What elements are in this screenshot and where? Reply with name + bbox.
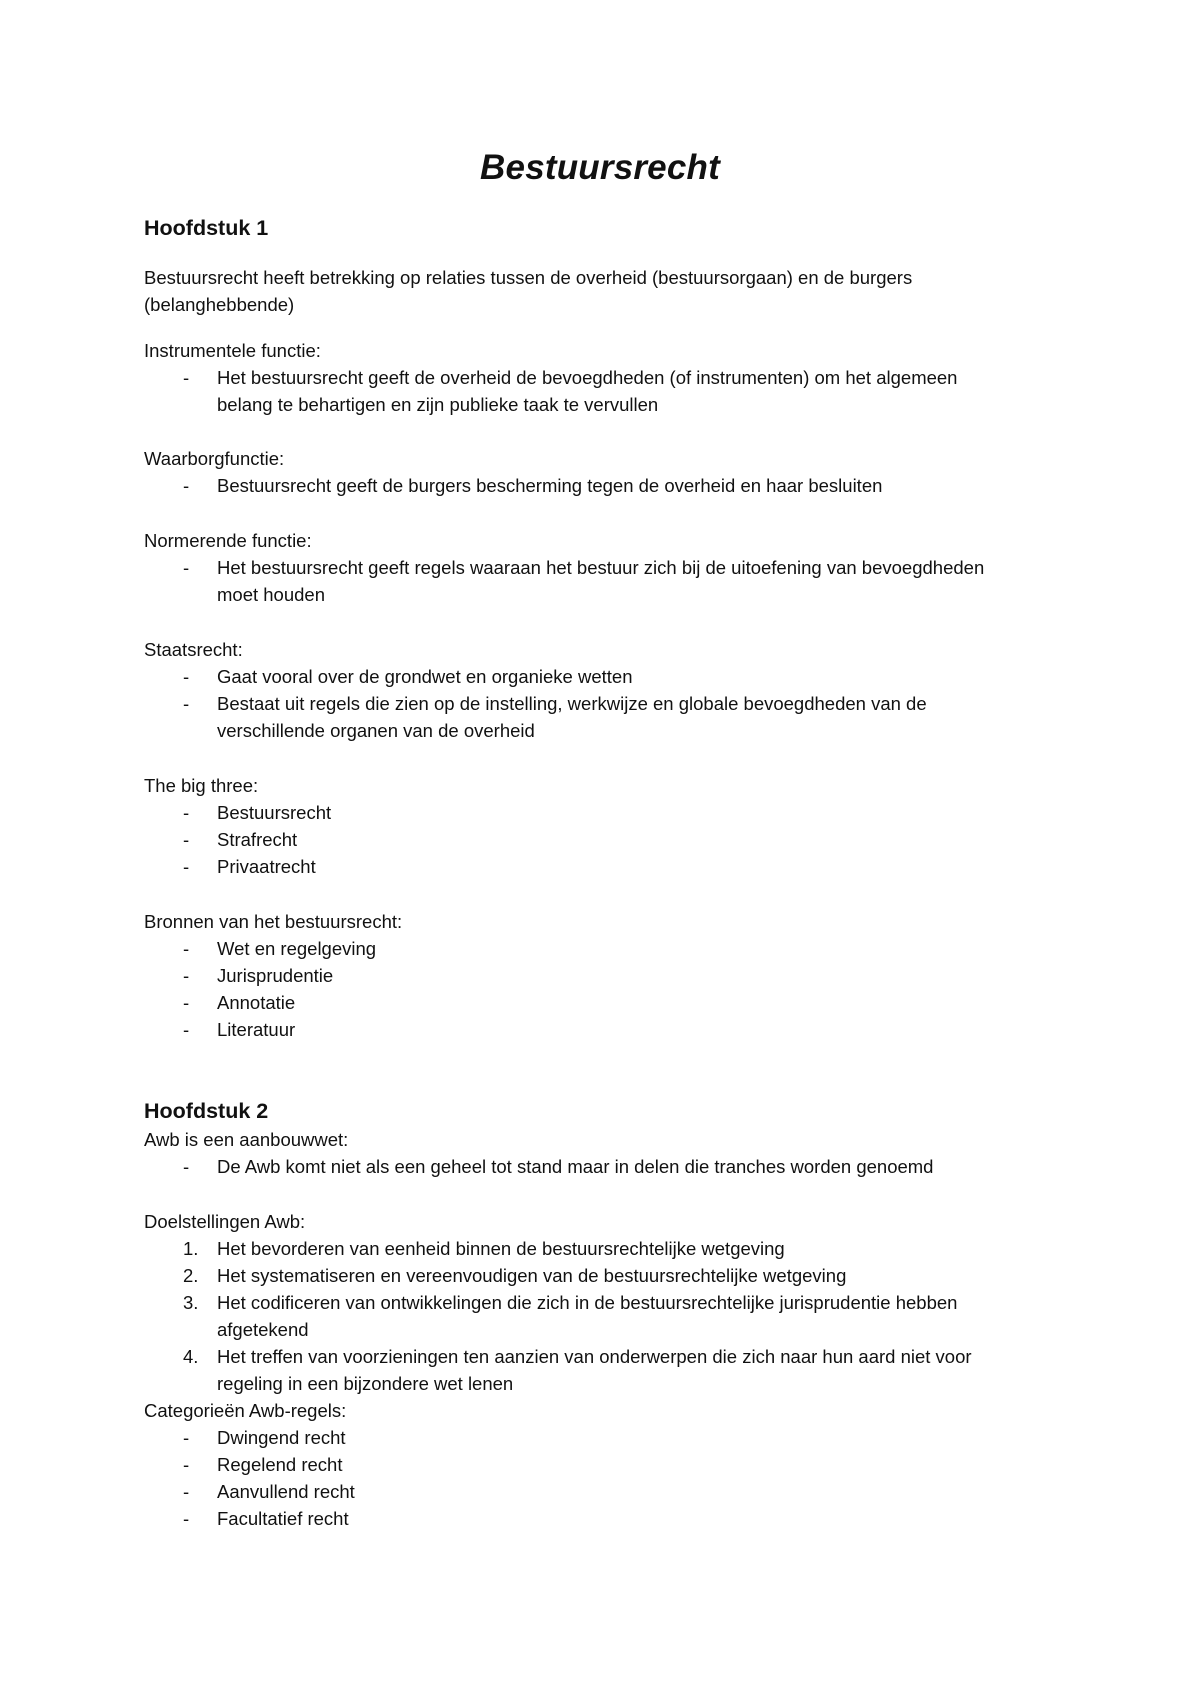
categorieen-label: Categorieën Awb-regels: [144, 1400, 347, 1421]
categorieen-item: Aanvullend recht [217, 1481, 355, 1502]
doelstellingen-item-4-line-1: Het treffen van voorzieningen ten aanzien van onderwerpen die zich naar hun aard niet voor [217, 1346, 972, 1367]
categorieen-item: Regelend recht [217, 1454, 343, 1475]
chapter-2-heading: Hoofdstuk 2 [144, 1099, 269, 1123]
categorieen-item: Dwingend recht [217, 1427, 346, 1448]
big-three-item: Strafrecht [217, 829, 298, 850]
list-bullet: - [183, 992, 190, 1013]
list-bullet: - [183, 367, 190, 388]
doelstellingen-item-1: Het bevorderen van eenheid binnen de bestuursrechtelijke wetgeving [217, 1238, 785, 1259]
bronnen-item: Literatuur [217, 1019, 296, 1040]
list-bullet: - [183, 856, 190, 877]
list-number: 4. [183, 1346, 199, 1367]
list-bullet: - [183, 557, 190, 578]
bronnen-item: Wet en regelgeving [217, 938, 377, 959]
doelstellingen-item-4-line-2: regeling in een bijzondere wet lenen [217, 1373, 514, 1394]
list-bullet: - [183, 666, 190, 687]
instrumentele-item-line-1: Het bestuursrecht geeft de overheid de bevoegdheden (of instrumenten) om het algemeen [217, 367, 958, 388]
instrumentele-label: Instrumentele functie: [144, 340, 321, 361]
instrumentele-item-line-2: belang te behartigen en zijn publieke taak te vervullen [217, 394, 659, 415]
doelstellingen-item-2: Het systematiseren en vereenvoudigen van de bestuursrechtelijke wetgeving [217, 1265, 847, 1286]
list-bullet: - [183, 1481, 190, 1502]
list-bullet: - [183, 1019, 190, 1040]
normerende-label: Normerende functie: [144, 530, 312, 551]
list-bullet: - [183, 965, 190, 986]
aanbouw-label: Awb is een aanbouwwet: [144, 1129, 349, 1150]
categorieen-item: Facultatief recht [217, 1508, 349, 1529]
list-bullet: - [183, 829, 190, 850]
staatsrecht-item-2-line-1: Bestaat uit regels die zien op de instelling, werkwijze en globale bevoegdheden van de [217, 693, 927, 714]
staatsrecht-item-2-line-2: verschillende organen van de overheid [217, 720, 535, 741]
doelstellingen-label: Doelstellingen Awb: [144, 1211, 306, 1232]
waarborg-label: Waarborgfunctie: [144, 448, 285, 469]
waarborg-item: Bestuursrecht geeft de burgers bescherming tegen de overheid en haar besluiten [217, 475, 883, 496]
list-number: 2. [183, 1265, 199, 1286]
aanbouw-item: De Awb komt niet als een geheel tot stand maar in delen die tranches worden genoemd [217, 1156, 934, 1177]
list-number: 1. [183, 1238, 199, 1259]
chapter-1-heading: Hoofdstuk 1 [144, 216, 269, 240]
list-bullet: - [183, 1427, 190, 1448]
intro-line-1: Bestuursrecht heeft betrekking op relaties tussen de overheid (bestuursorgaan) en de burgers [144, 267, 913, 288]
list-bullet: - [183, 1156, 190, 1177]
list-bullet: - [183, 802, 190, 823]
normerende-item-line-1: Het bestuursrecht geeft regels waaraan het bestuur zich bij de uitoefening van bevoegdheden [217, 557, 985, 578]
big-three-item: Privaatrecht [217, 856, 316, 877]
document-title: Bestuursrecht [480, 148, 720, 187]
doelstellingen-item-3-line-2: afgetekend [217, 1319, 309, 1340]
intro-line-2: (belanghebbende) [144, 294, 295, 315]
list-number: 3. [183, 1292, 199, 1313]
normerende-item-line-2: moet houden [217, 584, 326, 605]
big-three-item: Bestuursrecht [217, 802, 332, 823]
bronnen-item: Jurisprudentie [217, 965, 334, 986]
staatsrecht-label: Staatsrecht: [144, 639, 243, 660]
list-bullet: - [183, 1454, 190, 1475]
list-bullet: - [183, 938, 190, 959]
staatsrecht-item-1: Gaat vooral over de grondwet en organieke wetten [217, 666, 633, 687]
list-bullet: - [183, 475, 190, 496]
big-three-label: The big three: [144, 775, 259, 796]
list-bullet: - [183, 693, 190, 714]
list-bullet: - [183, 1508, 190, 1529]
bronnen-label: Bronnen van het bestuursrecht: [144, 911, 403, 932]
doelstellingen-item-3-line-1: Het codificeren van ontwikkelingen die zich in de bestuursrechtelijke jurisprudentie hebben [217, 1292, 958, 1313]
bronnen-item: Annotatie [217, 992, 296, 1013]
